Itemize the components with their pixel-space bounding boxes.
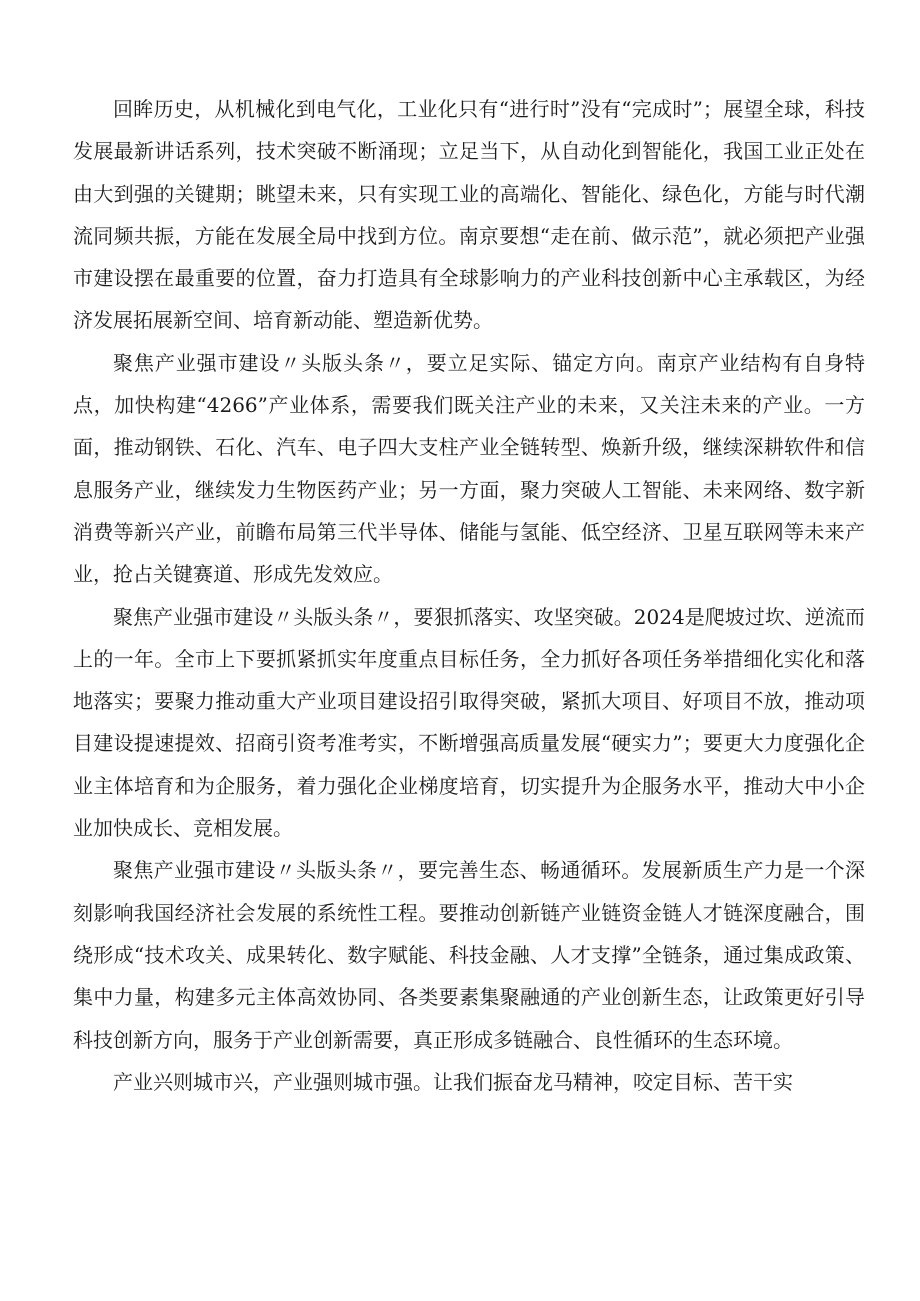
article-body <box>73 88 865 1103</box>
paragraph-history-overview: 回眸历史，从机械化到电气化，工业化只有“进行时”没有“完成时”；展望全球，科技发展最新讲话系列，技术突破不断涌现；立足当下，从自动化到智能化，我国工业正处在由大到强的关键期；眺望未来，只有实现工业的高端化、智能化、绿色化，方能与时代潮流同频共振，方能在发展全局中找到方位。南京要想“走在前、做示范”，就必须把产业强市建设摆在最重要的位置，奋力打造具有全球影响力的产业科技创新中心主承载区，为经济发展拓展新空间、培育新动能、塑造新优势。 <box>73 97 865 333</box>
paragraph-industry-direction: 聚焦产业强市建设〃头版头条〃，要立足实际、锚定方向。南京产业结构有自身特点，加快构建“4266”产业体系，需要我们既关注产业的未来，又关注未来的产业。一方面，推动钢铁、石化、汽车、电子四大支柱产业全链转型、焕新升级，继续深耕软件和信息服务产业，继续发力生物医药产业；另一方面，聚力突破人工智能、未来网络、数字新消费等新兴产业，前瞻布局第三代半导体、储能与氢能、低空经济、卫星互联网等未来产业，抢占关键赛道、形成先发效应。 <box>73 350 865 587</box>
paragraph-implementation: 聚焦产业强市建设〃头版头条〃，要狠抓落实、攻坚突破。2024是爬坡过坎、逆流而上的一年。全市上下要抓紧抓实年度重点目标任务，全力抓好各项任务举措细化实化和落地落实；要聚力推动重大产业项目建设招引取得突破，紧抓大项目、好项目不放，推动项目建设提速提效、招商引资考准考实，不断增强高质量发展“硬实力”；要更大力度强化企业主体培育和为企服务，着力强化企业梯度培育，切实提升为企服务水平，推动大中小企业加快成长、竞相发展。 <box>73 604 865 841</box>
paragraph-closing: 产业兴则城市兴，产业强则城市强。让我们振奋龙马精神，咬定目标、苦干实 <box>113 1069 793 1094</box>
paragraph-ecosystem: 聚焦产业强市建设〃头版头条〃，要完善生态、畅通循环。发展新质生产力是一个深刻影响我国经济社会发展的系统性工程。要推动创新链产业链资金链人才链深度融合，围绕形成“技术攻关、成果转化、数字赋能、科技金融、人才支撑”全链条，通过集成政策、集中力量，构建多元主体高效协同、各类要素集聚融通的产业创新生态，让政策更好引导科技创新方向，服务于产业创新需要，真正形成多链融合、良性循环的生态环境。 <box>73 858 865 1052</box>
